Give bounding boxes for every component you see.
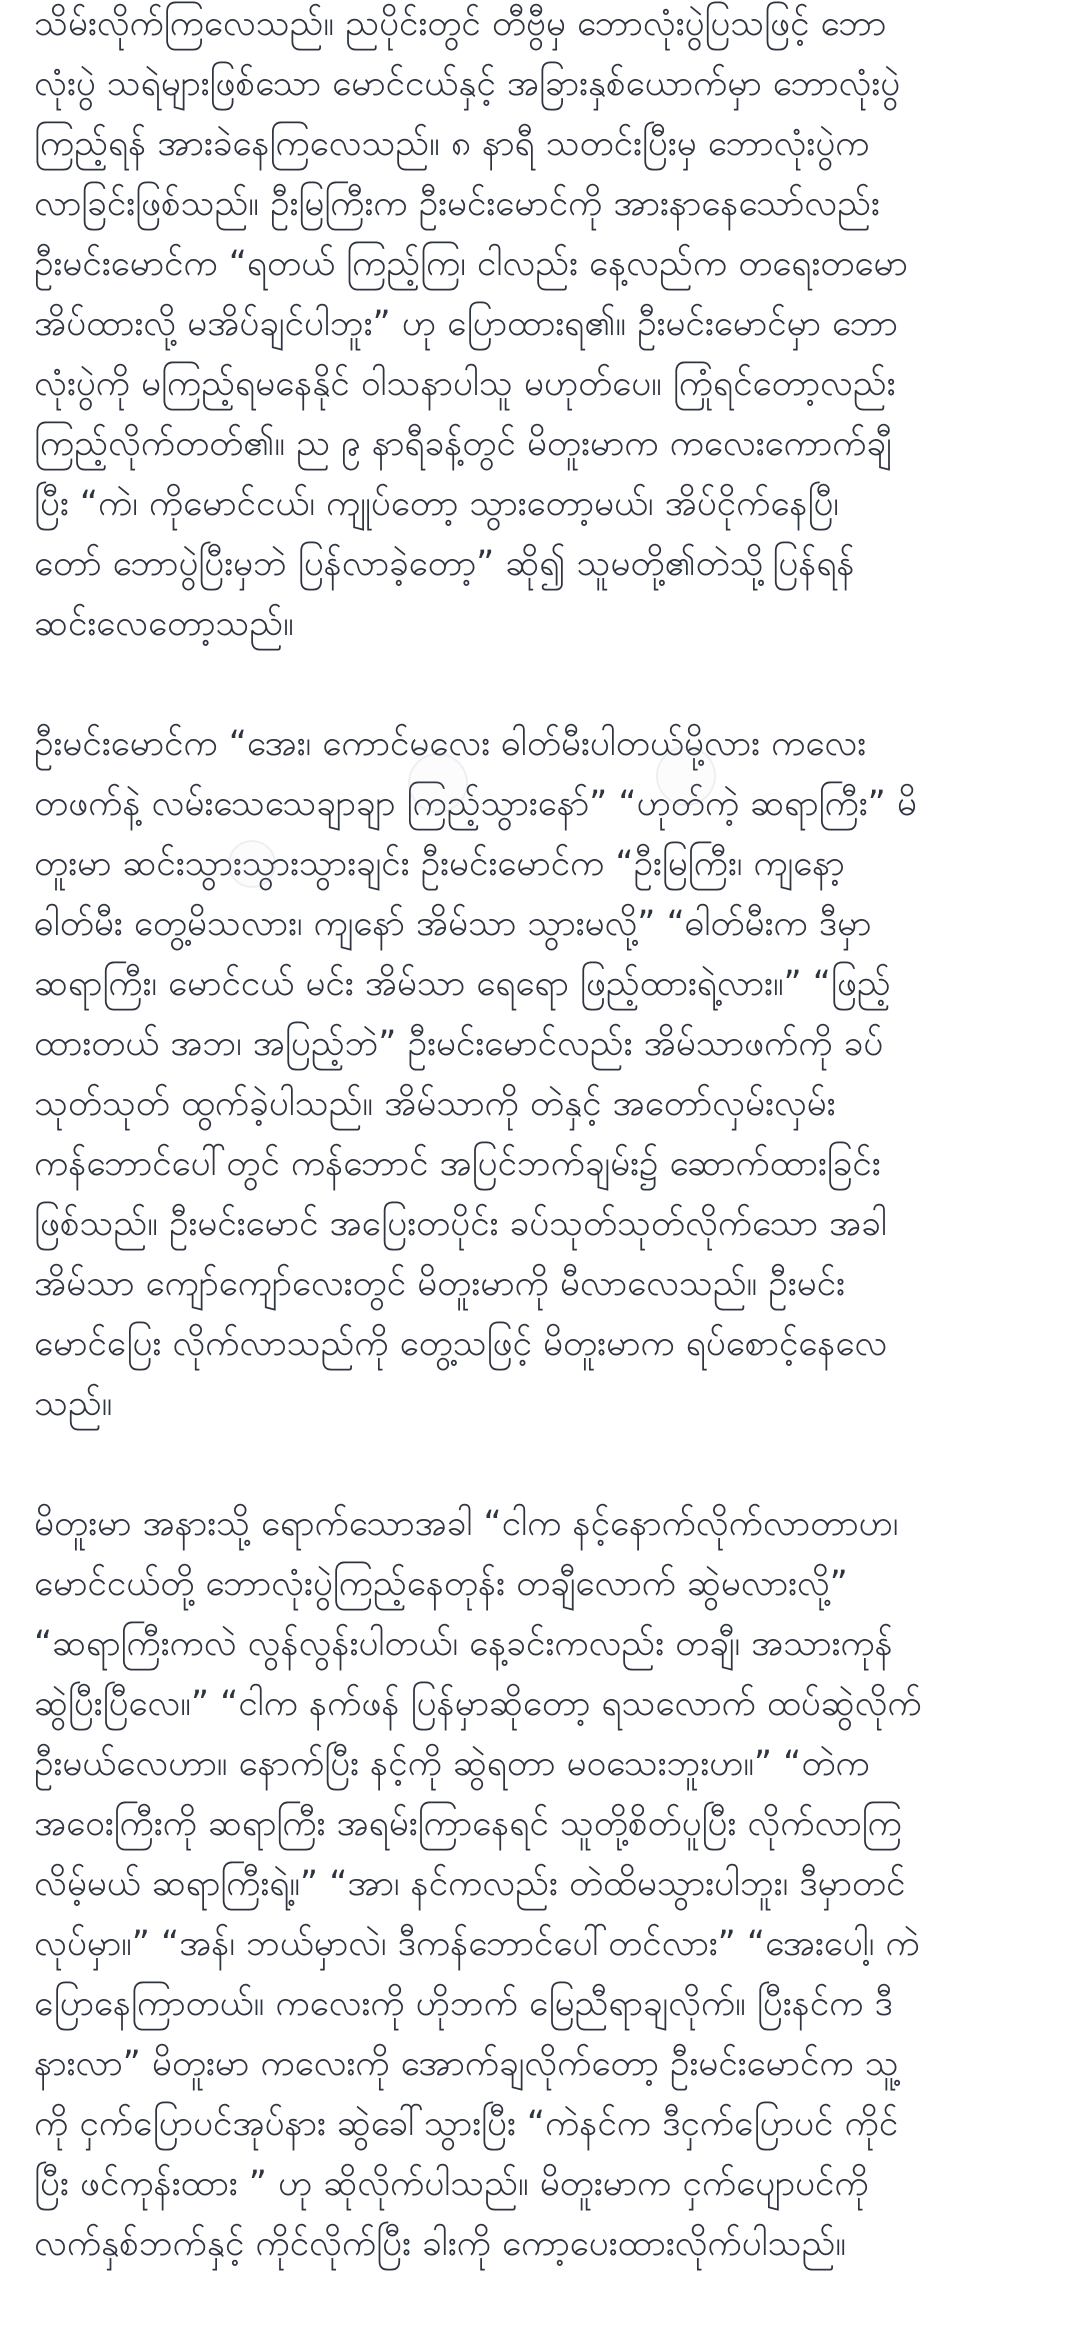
- touch-ripple-indicator: [408, 753, 468, 813]
- paragraph: မိတူးမာ အနားသို့ ရောက်သောအခါ “ငါက နင့်နောက်လိုက်လာတာဟ၊ မောင်ငယ်တို့ ဘောလုံးပွဲကြည့်နေတုန်း တချီလောက် ဆွဲမလားလို့” “ဆရာကြီးကလဲ လွန်လွန်းပါတယ်၊ နေ့ခင်းကလည်း တချီ၊ အသားကုန် ဆွဲပြီးပြီလေ။” “ငါက နက်ဖန် ပြန်မှာဆိုတော့ ရသလောက် ထပ်ဆွဲလိုက် ဦးမယ်လေဟာ။ နောက်ပြီး နင့်ကို ဆွဲရတာ မဝသေးဘူးဟ။” “တဲက အဝေးကြီးကို ဆရာကြီး အရမ်းကြာနေရင် သူတို့စိတ်ပူပြီး လိုက်လာကြ လိမ့်မယ် ဆရာကြီးရဲ့။” “အာ၊ နင်ကလည်း တဲထိမသွားပါဘူး၊ ဒီမှာတင် လုပ်မှာ။” “အန်၊ ဘယ်မှာလဲ၊ ဒီကန်ဘောင်ပေါ်တင်လား” “အေးပေါ့၊ ကဲ ပြောနေကြာတယ်။ ကလေးကို ဟိုဘက် မြေညီရာချလိုက်။ ပြီးနင်က ဒီ နားလာ” မိတူးမာ ကလေးကို အောက်ချလိုက်တော့ ဦးမင်းမောင်က သူ့ ကို ငှက်ပြောပင်အုပ်နား ဆွဲခေါ်သွားပြီး “ကဲနင်က ဒီငှက်ပြောပင် ကိုင် ပြီး ဖင်ကုန်းထား ” ဟု ဆိုလိုက်ပါသည်။ မိတူးမာက ငှက်ပျောပင်ကို လက်နှစ်ဘက်နှင့် ကိုင်လိုက်ပြီး ခါးကို ကော့ပေးထားလိုက်ပါသည်။: [34, 1504, 922, 2264]
- touch-ripple-indicator: [228, 840, 276, 888]
- touch-ripple-indicator: [656, 746, 716, 806]
- paragraph: သိမ်းလိုက်ကြလေသည်။ ညပိုင်းတွင် တီဗွီမှ ဘောလုံးပွဲပြသဖြင့် ဘော လုံးပွဲ သရဲများဖြစ်သော မောင်ငယ်နှင့် အခြားနှစ်ယောက်မှာ ဘောလုံးပွဲ ကြည့်ရန် အားခဲနေကြလေသည်။ ၈ နာရီ သတင်းပြီးမှ ဘောလုံးပွဲက လာခြင်းဖြစ်သည်။ ဦးမြကြီးက ဦးမင်းမောင်ကို အားနာနေသော်လည်း ဦးမင်းမောင်က “ရတယ် ကြည့်ကြ၊ ငါလည်း နေ့လည်က တရေးတမော အိပ်ထားလို့ မအိပ်ချင်ပါဘူး” ဟု ပြောထားရ၏။ ဦးမင်းမောင်မှာ ဘော လုံးပွဲကို မကြည့်ရမနေနိုင် ဝါသနာပါသူ မဟုတ်ပေ။ ကြုံရင်တော့လည်း ကြည့်လိုက်တတ်၏။ ည ၉ နာရီခန့်တွင် မိတူးမာက ကလေးကောက်ချီ ပြီး “ကဲ၊ ကိုမောင်ငယ်၊ ကျုပ်တော့ သွားတော့မယ်၊ အိပ်ငိုက်နေပြီ၊ တော် ဘောပွဲပြီးမှဘဲ ပြန်လာခဲ့တော့” ဆို၍ သူမတို့၏တဲသို့ပြန်ရန် ဆင်းလေတော့သည်။: [34, 4, 908, 644]
- paragraph: ဦးမင်းမောင်က “အေး၊ ကောင်မလေး ဓါတ်မီးပါတယ်မို့လား ကလေး တဖက်နဲ့ လမ်းသေသေချာချာ ကြည့်သွားနော်” “ဟုတ်ကဲ့ ဆရာကြီး” မိ တူးမာ ဆင်းသွားသွားသွားချင်း ဦးမင်းမောင်က “ဦးမြကြီး၊ ကျနော့ ဓါတ်မီး တွေ့မိသလား၊ ကျနော် အိမ်သာ သွားမလို့” “ဓါတ်မီးက ဒီမှာ ဆရာကြီး၊ မောင်ငယ် မင်း အိမ်သာ ရေရော ဖြည့်ထားရဲ့လား။” “ဖြည့် ထားတယ် အဘ၊ အပြည့်ဘဲ” ဦးမင်းမောင်လည်း အိမ်သာဖက်ကို ခပ် သုတ်သုတ် ထွက်ခဲ့ပါသည်။ အိမ်သာကို တဲနှင့် အတော်လှမ်းလှမ်း ကန်ဘောင်ပေါ်တွင် ကန်ဘောင် အပြင်ဘက်ချမ်း၌ ဆောက်ထားခြင်း ဖြစ်သည်။ ဦးမင်းမောင် အပြေးတပိုင်း ခပ်သုတ်သုတ်လိုက်သော အခါ အိမ်သာ ကျော်ကျော်လေးတွင် မိတူးမာကို မီလာလေသည်။ ဦးမင်း မောင်ပြေး လိုက်လာသည်ကို တွေ့သဖြင့် မိတူးမာက ရပ်စောင့်နေလေ သည်။: [34, 724, 917, 1424]
